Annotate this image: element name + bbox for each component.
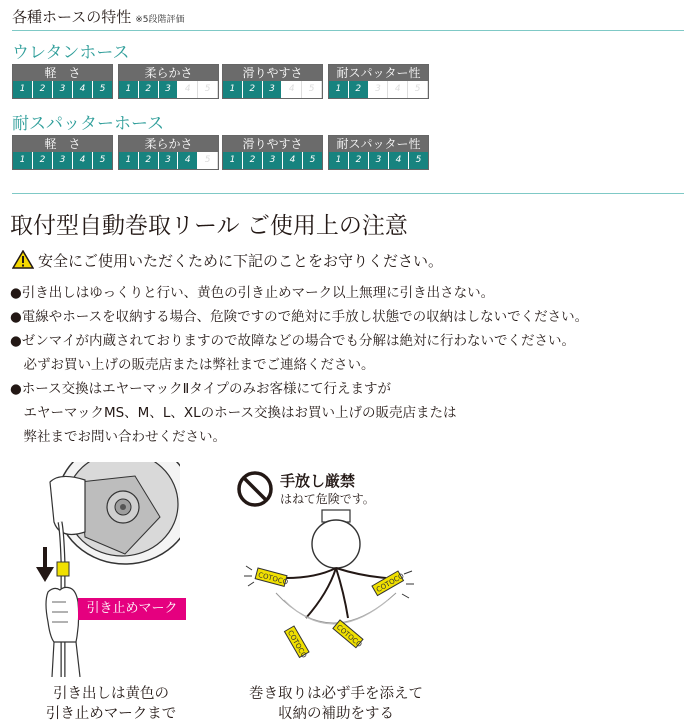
rating-cell-empty: 4 — [282, 81, 302, 98]
warning-icon — [12, 250, 34, 269]
notice-item: 必ずお買い上げの販売店または弊社までご連絡ください。 — [10, 357, 375, 373]
rating-scale — [329, 152, 428, 169]
warning-text: 安全にご使用いただくために下記のことをお守りください。 — [38, 252, 444, 270]
left-caption-line2: 引き止めマークまで — [45, 706, 177, 722]
left-caption-line1: 引き出しは黄色の — [53, 686, 169, 702]
rating-cell-filled: 2 — [33, 81, 53, 98]
rating-cell-filled: 1 — [329, 152, 349, 169]
rating-label: 軽 さ — [13, 136, 112, 152]
right-caption-line1: 巻き取りは必ず手を添えて — [249, 686, 423, 702]
rating-cell-filled: 1 — [223, 152, 243, 169]
rating-label: 耐スパッター性 — [329, 136, 428, 152]
rating-cell-filled: 4 — [178, 152, 198, 169]
warning-line — [12, 250, 443, 271]
rating-block — [12, 135, 113, 170]
rating-scale — [223, 152, 322, 169]
right-caption-line2: 収納の補助をする — [278, 706, 394, 722]
rating-cell-filled: 2 — [139, 152, 159, 169]
rating-cell-filled: 1 — [329, 81, 349, 98]
rating-scale — [119, 81, 218, 98]
rating-cell-filled: 1 — [13, 81, 33, 98]
rating-cell-filled: 2 — [139, 81, 159, 98]
rating-block — [328, 64, 429, 99]
rating-cell-empty: 4 — [388, 81, 408, 98]
hose-name-spatter: 耐スパッターホース — [12, 114, 165, 134]
hose-name-urethane: ウレタンホース — [12, 43, 130, 63]
rating-label: 柔らかさ — [119, 136, 218, 152]
rating-cell-filled: 3 — [159, 152, 179, 169]
notice-item: ●ホース交換はエヤーマックⅡタイプのみお客様にて行えますが — [10, 381, 392, 397]
rating-cell-empty: 4 — [178, 81, 198, 98]
rating-block — [118, 64, 219, 99]
rating-cell-filled: 5 — [409, 152, 428, 169]
rating-label: 滑りやすさ — [223, 136, 322, 152]
rating-label: 耐スパッター性 — [329, 65, 428, 81]
rating-cell-filled: 1 — [223, 81, 243, 98]
rating-cell-filled: 3 — [159, 81, 179, 98]
prohibition-icon — [236, 470, 274, 508]
notice-item: ●引き出しはゆっくりと行い、黄色の引き止めマーク以上無理に引き出さない。 — [10, 285, 495, 301]
rating-cell-filled: 2 — [349, 81, 369, 98]
notice-item: エヤーマックMS、M、L、XLのホース交換はお買い上げの販売店または — [10, 405, 457, 421]
rating-cell-empty: 5 — [408, 81, 428, 98]
reel-pull-illustration — [30, 462, 180, 677]
pull-stop-mark-tag: 引き止めマーク — [78, 598, 186, 620]
rating-note: ※5段階評価 — [135, 15, 185, 25]
rating-cell-filled: 5 — [303, 152, 322, 169]
rating-cell-empty: 5 — [198, 152, 218, 169]
rebound-illustration — [236, 508, 416, 663]
notice-item: ●電線やホースを収納する場合、危険ですので絶対に手放し状態での収納はしないでください。 — [10, 309, 589, 325]
section-title-text: 各種ホースの特性 — [12, 8, 132, 26]
rating-cell-filled: 5 — [93, 152, 112, 169]
rating-cell-empty: 5 — [198, 81, 218, 98]
rating-cell-filled: 1 — [119, 152, 139, 169]
rating-cell-filled: 1 — [119, 81, 139, 98]
rating-cell-empty: 5 — [302, 81, 322, 98]
plug-label: COTOCO — [257, 570, 289, 587]
rating-cell-filled: 3 — [53, 152, 73, 169]
rating-scale — [223, 81, 322, 98]
rating-label: 滑りやすさ — [223, 65, 322, 81]
rating-block — [328, 135, 429, 170]
divider-top — [12, 30, 684, 31]
plug-label: COTOCO — [285, 628, 309, 660]
notice-item: ●ゼンマイが内蔵されておりますので故障などの場合でも分解は絶対に行わないでください。 — [10, 333, 576, 349]
rating-block — [12, 64, 113, 99]
rating-cell-filled: 3 — [263, 152, 283, 169]
rating-cell-empty: 3 — [369, 81, 389, 98]
plug-label: COTOCO — [374, 571, 406, 595]
section-title — [12, 6, 185, 27]
rating-scale — [119, 152, 218, 169]
rating-cell-filled: 4 — [73, 152, 93, 169]
notice-item: 弊社までお問い合わせください。 — [10, 429, 226, 445]
rating-label: 軽 さ — [13, 65, 112, 81]
rating-block — [222, 135, 323, 170]
notice-title: 取付型自動巻取リール ご使用上の注意 — [10, 213, 408, 239]
rating-cell-filled: 2 — [243, 152, 263, 169]
rating-block — [222, 64, 323, 99]
rating-cell-filled: 3 — [369, 152, 389, 169]
rating-cell-filled: 4 — [283, 152, 303, 169]
rating-cell-filled: 4 — [73, 81, 93, 98]
divider-middle — [12, 193, 684, 194]
hands-off-title: 手放し厳禁 — [280, 472, 356, 490]
rating-cell-filled: 3 — [53, 81, 73, 98]
rating-cell-filled: 4 — [389, 152, 409, 169]
rating-block — [118, 135, 219, 170]
rating-cell-filled: 2 — [33, 152, 53, 169]
rating-scale — [329, 81, 428, 98]
rating-scale — [13, 152, 112, 169]
rating-label: 柔らかさ — [119, 65, 218, 81]
rating-scale — [13, 81, 112, 98]
plug-label: COTOCO — [334, 623, 364, 649]
rating-cell-filled: 3 — [263, 81, 283, 98]
rating-cell-filled: 2 — [243, 81, 263, 98]
rating-cell-filled: 5 — [93, 81, 112, 98]
hands-off-subtitle: はねて危険です。 — [280, 492, 375, 506]
rating-cell-filled: 2 — [349, 152, 369, 169]
rating-cell-filled: 1 — [13, 152, 33, 169]
